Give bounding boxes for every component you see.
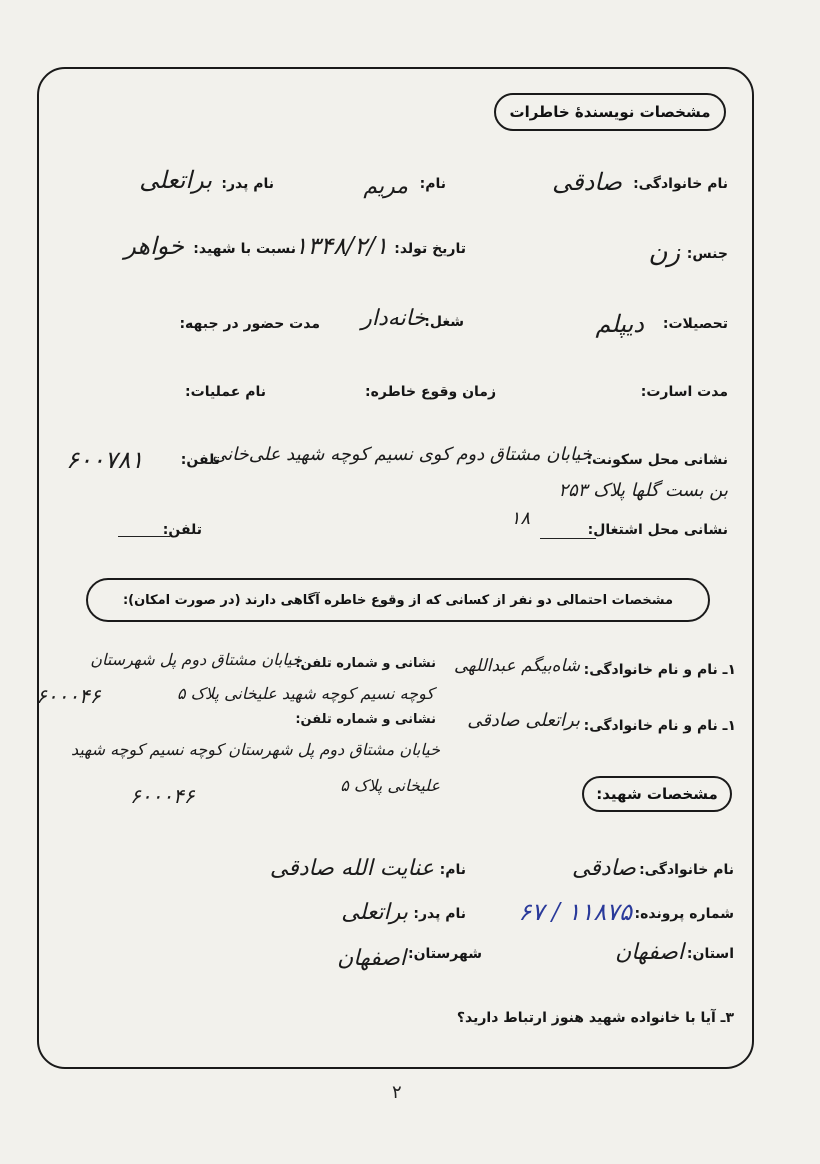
city-label: شهرستان: xyxy=(407,946,482,962)
witness1-address-label: نشانی و شماره تلفن: xyxy=(295,656,436,671)
name-label: نام: xyxy=(419,176,446,192)
martyr-name-label: نام: xyxy=(439,862,466,878)
work-address-label: نشانی محل اشتغال: xyxy=(587,522,728,538)
martyr-family-label: نام خانوادگی: xyxy=(639,862,734,878)
address-extra: ۱۸ xyxy=(510,508,530,529)
martyr-father-label: نام پدر: xyxy=(413,906,466,922)
page-number: ۲ xyxy=(392,1082,402,1103)
file-number-value: ۱۱۸۷۵ / ۶۷ xyxy=(518,898,632,926)
martyr-father-value: براتعلی xyxy=(341,900,408,925)
operation-label: نام عملیات: xyxy=(185,384,266,400)
family-label: نام خانوادگی: xyxy=(633,176,728,192)
captivity-label: مدت اسارت: xyxy=(640,384,728,400)
father-value: براتعلی xyxy=(139,166,212,194)
witness1-address-line1: خیابان مشتاق دوم پل شهرستان xyxy=(90,650,302,669)
witness1-name: شاه‌بیگم عبداللهی xyxy=(453,656,580,676)
witness2-phone: ۶۰۰۰۴۶ xyxy=(130,784,195,808)
address-line1: خیابان مشتاق دوم کوی نسیم کوچه شهید علی‌خانی xyxy=(212,444,592,465)
work-phone-label: تلفن: xyxy=(162,522,202,538)
witness1-label: ۱ـ نام و نام خانوادگی: xyxy=(583,662,736,678)
section-header-martyr xyxy=(582,776,732,812)
phone-value: ۶۰۰۷۸۱ xyxy=(66,446,144,474)
birth-label: تاریخ تولد: xyxy=(394,241,466,257)
education-label: تحصیلات: xyxy=(662,316,728,332)
job-value: خانه‌دار xyxy=(361,306,426,331)
section-header-author xyxy=(494,93,726,131)
witness2-label: ۱ـ نام و نام خانوادگی: xyxy=(583,718,736,734)
father-label: نام پدر: xyxy=(221,176,274,192)
gender-value: زن xyxy=(648,238,680,268)
section-header-witnesses xyxy=(86,578,710,622)
education-value: دیپلم xyxy=(595,310,644,338)
gender-label: جنس: xyxy=(686,246,728,262)
work-phone-line xyxy=(118,536,170,537)
martyr-name-value: عنایت الله صادقی xyxy=(269,856,434,881)
section-title: مشخصات نویسندهٔ خاطرات xyxy=(509,103,711,121)
province-label: استان: xyxy=(686,946,734,962)
family-value: صادقی xyxy=(552,168,622,196)
question-3: ۳ـ آیا با خانواده شهید هنوز ارتباط دارید؟ xyxy=(456,1010,734,1026)
witness1-address-line2: کوچه نسیم کوچه شهید علیخانی پلاک ۵ xyxy=(176,684,434,703)
address-line2: بن بست گلها پلاک ۲۵۳ xyxy=(558,480,728,501)
witness2-address-label: نشانی و شماره تلفن: xyxy=(295,712,436,727)
memory-time-label: زمان وقوع خاطره: xyxy=(365,384,496,400)
city-value: اصفهان xyxy=(337,946,406,971)
witness2-address-line2: علیخانی پلاک ۵ xyxy=(340,776,440,795)
section-title: مشخصات احتمالی دو نفر از کسانی که از وقوع خاطره آگاهی دارند (در صورت امکان): xyxy=(122,592,674,608)
front-duration-label: مدت حضور در جبهه: xyxy=(179,316,320,332)
job-label: شغل: xyxy=(424,314,464,330)
relation-value: خواهر xyxy=(124,232,184,260)
witness1-phone: ۶۰۰۰۴۶ xyxy=(36,684,101,708)
birth-value: ۱۳۴۸/۲/۱ xyxy=(294,232,388,260)
phone-label: تلفن: xyxy=(180,452,220,468)
witness2-address-line1: خیابان مشتاق دوم پل شهرستان کوچه نسیم کوچه شهید xyxy=(70,740,440,759)
province-value: اصفهان xyxy=(615,940,684,965)
section-title: مشخصات شهید: xyxy=(596,785,718,803)
work-address-line xyxy=(540,538,596,539)
file-number-label: شماره پرونده: xyxy=(634,906,734,922)
address-label: نشانی محل سکونت: xyxy=(586,452,728,468)
relation-label: نسبت با شهید: xyxy=(193,241,296,257)
martyr-family-value: صادقی xyxy=(571,856,636,881)
name-value: مریم xyxy=(363,174,408,199)
witness2-name: براتعلی صادقی xyxy=(467,710,580,731)
